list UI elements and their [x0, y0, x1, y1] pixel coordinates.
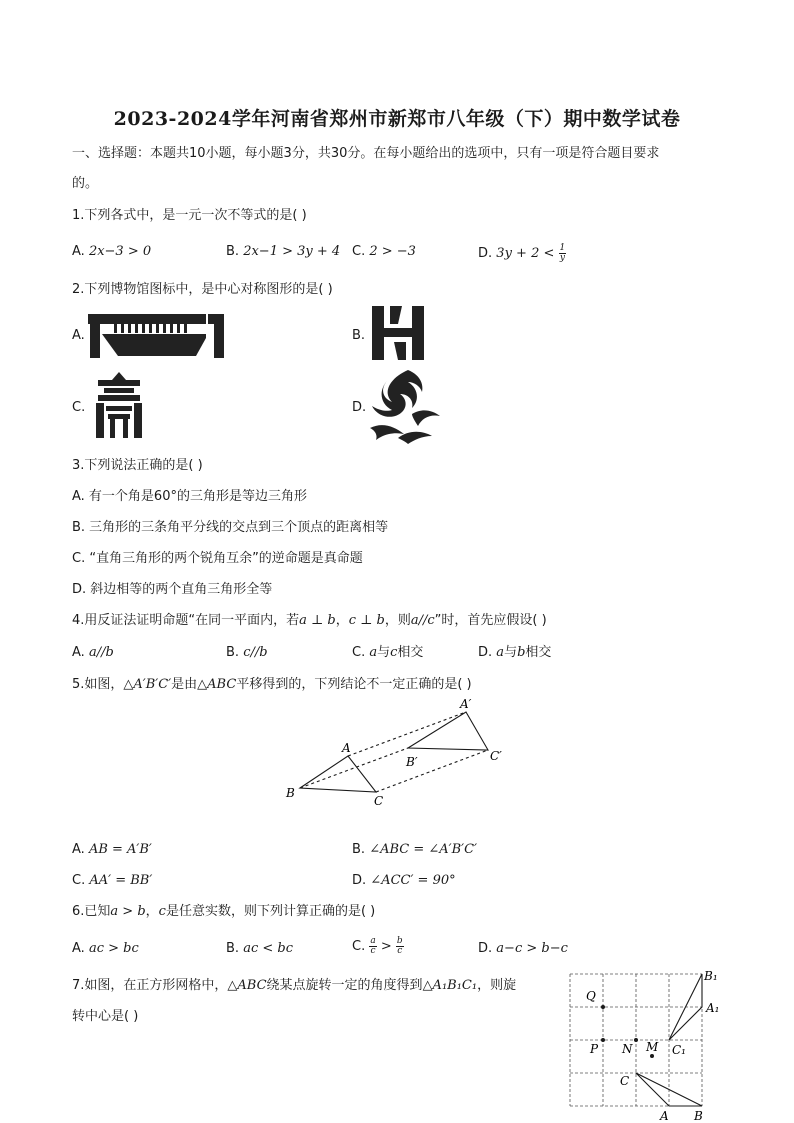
q6-stem-math-1: a > b [110, 904, 146, 919]
q4-option-d[interactable] [478, 645, 551, 661]
q7-label-b1: B₁ [704, 969, 718, 983]
q4-c-math-1: a [369, 645, 378, 660]
q7-stem-post: ，则旋 [477, 978, 517, 993]
q7-label-a: A [660, 1109, 669, 1122]
q5-option-d-label: D. [352, 873, 367, 888]
q5-label-a-prime: A′ [460, 697, 472, 711]
q5-option-a-label: A. [72, 842, 85, 857]
q4-d-math-2: b [517, 645, 526, 660]
q4-option-d-label: D. [478, 645, 493, 660]
q1-option-b-label: B. [226, 244, 240, 259]
q7-point-q [601, 1005, 605, 1009]
q4-d-mid: 与 [504, 645, 518, 660]
q2-stem: 2.下列博物馆图标中，是中心对称图形的是( ) [72, 282, 333, 297]
q4-stem-sep-1: ， [335, 613, 349, 628]
q4-option-a[interactable] [72, 645, 114, 661]
q4-stem-math-1: a ⊥ b [299, 613, 336, 628]
q3-stem: 3.下列说法正确的是( ) [72, 458, 203, 473]
q4-option-c[interactable] [352, 645, 423, 661]
q4-option-c-label: C. [352, 645, 366, 660]
q1-option-a-label: A. [72, 244, 85, 259]
q2-option-a-label[interactable]: A. [72, 328, 85, 343]
q1-option-a[interactable] [72, 244, 151, 260]
q7-stem-cont: 转中心是( ) [72, 1009, 139, 1024]
q4-c-math-2: c [390, 645, 398, 660]
q6-option-d-label: D. [478, 941, 493, 956]
q1-d-numerator: 1 [559, 243, 566, 253]
q7-point-n [634, 1038, 638, 1042]
q2-option-d-label[interactable]: D. [352, 400, 367, 415]
q5-option-a-expr: AB = A′B′ [88, 842, 152, 857]
q5-stem [72, 677, 472, 693]
q4-option-b[interactable] [226, 645, 268, 661]
q5-stem-pre: 5.如图， [72, 677, 124, 692]
q7-label-n: N [622, 1042, 633, 1056]
q5-stem-mid: 是由 [171, 677, 198, 692]
q5-label-b-prime: B′ [406, 755, 418, 769]
q6-option-a-label: A. [72, 941, 85, 956]
q6-option-d-expr: a−c > b−c [496, 941, 568, 956]
q4-option-b-label: B. [226, 645, 240, 660]
q6-option-a[interactable] [72, 941, 139, 957]
q6-option-d[interactable] [478, 941, 568, 957]
q1-option-c-label: C. [352, 244, 366, 259]
q5-label-c: C [374, 794, 384, 808]
q7-stem-math-1: △ABC [227, 978, 267, 993]
q1-option-d-label: D. [478, 246, 493, 261]
museum-logo-b-icon [368, 304, 428, 362]
q6-option-b-label: B. [226, 941, 240, 956]
q7-stem-pre: 7.如图，在正方形网格中， [72, 978, 228, 993]
q6-option-a-expr: ac > bc [88, 941, 139, 956]
museum-logo-a-icon [88, 308, 228, 363]
q4-d-post: 相交 [525, 645, 552, 660]
museum-logo-c-icon [92, 370, 146, 440]
q7-label-c1: C₁ [672, 1043, 686, 1057]
q6-stem-mid: ， [145, 904, 159, 919]
q7-point-p [601, 1038, 605, 1042]
q4-stem-pre: 4.用反证法证明命题“在同一平面内，若 [72, 613, 300, 628]
q4-option-b-expr: c//b [243, 645, 268, 660]
q5-triangle-a1b1c1 [408, 712, 488, 750]
q6-c-operator: > [380, 939, 392, 954]
q1-option-d[interactable] [478, 244, 566, 263]
q6-stem-post: 是任意实数，则下列计算正确的是( ) [165, 904, 376, 919]
q7-label-a1: A₁ [706, 1001, 720, 1015]
q6-option-b[interactable] [226, 941, 293, 957]
q5-triangle-abc [300, 756, 376, 792]
q1-d-denominator: y [559, 253, 565, 263]
q4-stem-sep-2: ，则 [384, 613, 411, 628]
q7-label-c: C [620, 1074, 630, 1088]
q4-stem [72, 613, 547, 629]
q7-stem-mid: 绕某点旋转一定的角度得到 [266, 978, 423, 993]
q5-option-d[interactable] [352, 873, 456, 889]
q1-option-d-expr: 3y + 2 < [496, 246, 555, 261]
q4-stem-post: ”时，首先应假设( ) [434, 613, 547, 628]
q6-c-fraction-1 [369, 937, 376, 956]
q6-c-fraction-2 [396, 937, 404, 956]
q5-option-b-expr: ∠ABC = ∠A′B′C′ [369, 842, 478, 857]
q6-stem-math-2: c [158, 904, 166, 919]
q1-stem: 1.下列各式中，是一元一次不等式的是( ) [72, 208, 307, 223]
section-header: 一、选择题：本题共10小题，每小题3分，共30分。在每小题给出的选项中，只有一项是符合题目要求 [72, 146, 660, 161]
q4-c-mid: 与 [377, 645, 391, 660]
q3-option-c[interactable]: C. “直角三角形的两个锐角互余”的逆命题是真命题 [72, 551, 363, 566]
q6-c-numerator-2: b [396, 936, 403, 946]
q6-option-b-expr: ac < bc [243, 941, 293, 956]
q4-option-a-expr: a//b [88, 645, 114, 660]
q1-option-c-expr: 2 > −3 [369, 244, 416, 259]
q6-stem [72, 904, 375, 920]
q5-option-a[interactable] [72, 842, 152, 858]
q5-label-a: A [342, 741, 351, 755]
q1-option-c[interactable] [352, 244, 416, 260]
q7-stem-math-2: △A₁B₁C₁ [422, 978, 478, 993]
q2-option-c-label[interactable]: C. [72, 400, 86, 415]
q6-stem-pre: 6.已知 [72, 904, 111, 919]
q5-option-c[interactable] [72, 873, 152, 889]
q6-c-denominator-2: c [397, 946, 403, 956]
q4-stem-math-2: c ⊥ b [348, 613, 385, 628]
q5-option-b[interactable] [352, 842, 477, 858]
q4-stem-math-3: a//c [410, 613, 435, 628]
q1-option-b-expr: 2x−1 > 3y + 4 [243, 244, 341, 259]
section-header-cont: 的。 [72, 176, 99, 191]
q5-option-d-expr: ∠ACC′ = 90° [370, 873, 456, 888]
q5-stem-math-1: △A′B′C′ [123, 677, 172, 692]
q1-option-d-fraction [559, 244, 567, 263]
q5-figure [280, 694, 520, 814]
q7-label-p: P [590, 1042, 599, 1056]
q3-option-b[interactable]: B. 三角形的三条角平分线的交点到三个顶点的距离相等 [72, 520, 389, 535]
page-title: 2023-2024学年河南省郑州市新郑市八年级（下）期中数学试卷 [113, 108, 681, 130]
museum-logo-d-icon [368, 368, 444, 446]
q6-option-c[interactable] [352, 937, 404, 956]
q6-c-numerator-1: a [370, 936, 376, 946]
q7-label-q: Q [586, 989, 596, 1003]
q7-label-b: B [694, 1109, 703, 1122]
q7-stem [72, 978, 516, 994]
q5-segment-cc1 [376, 750, 488, 792]
q4-d-math-1: a [496, 645, 505, 660]
q5-option-c-expr: AA′ = BB′ [89, 873, 153, 888]
q7-grid-figure [560, 964, 730, 1122]
q4-c-post: 相交 [397, 645, 424, 660]
q5-option-c-label: C. [72, 873, 86, 888]
q1-option-b[interactable] [226, 244, 340, 260]
q1-option-a-expr: 2x−3 > 0 [88, 244, 152, 259]
q6-option-c-label: C. [352, 939, 366, 954]
q6-c-denominator-1: c [370, 946, 376, 956]
q3-option-a[interactable]: A. 有一个角是60°的三角形是等边三角形 [72, 489, 307, 504]
q5-option-b-label: B. [352, 842, 366, 857]
q5-stem-post: 平移得到的，下列结论不一定正确的是( ) [236, 677, 472, 692]
q5-stem-math-2: △ABC [197, 677, 237, 692]
q3-option-d[interactable]: D. 斜边相等的两个直角三角形全等 [72, 582, 273, 597]
q5-label-c-prime: C′ [490, 749, 502, 763]
q2-option-b-label[interactable]: B. [352, 328, 366, 343]
q4-option-a-label: A. [72, 645, 85, 660]
q7-label-m: M [646, 1040, 659, 1054]
q7-point-m [650, 1054, 654, 1058]
q5-label-b: B [286, 786, 295, 800]
